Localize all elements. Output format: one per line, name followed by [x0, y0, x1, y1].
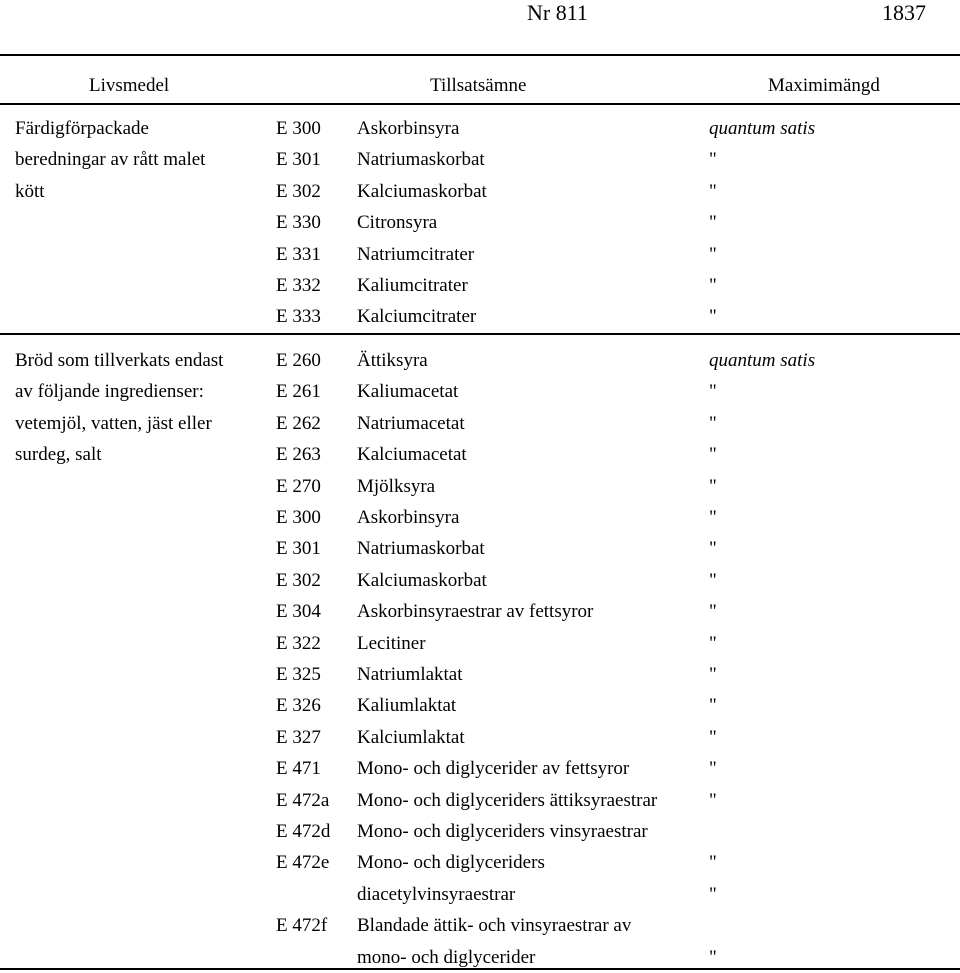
additive-name: diacetylvinsyraestrar: [357, 883, 516, 905]
additive-name: Kalciumaskorbat: [357, 180, 487, 202]
maximum-amount: ": [709, 275, 717, 296]
maximum-amount: ": [709, 538, 717, 560]
maximum-amount: ": [709, 475, 717, 497]
additive-code: E 472e: [276, 852, 330, 874]
additive-code: E 301: [276, 149, 321, 171]
food-description-line: kött: [15, 180, 45, 202]
additive-name: Kalciumlaktat: [357, 726, 465, 748]
maximum-amount: ": [709, 852, 717, 874]
maximum-amount: ": [709, 789, 717, 811]
additive-name: Kalciumacetat: [357, 444, 467, 466]
top-rule: [0, 54, 960, 56]
maximum-amount: quantum satis: [709, 118, 816, 139]
additive-name: Kalciumaskorbat: [357, 569, 487, 591]
additive-code: E 325: [276, 664, 321, 685]
maximum-amount: ": [709, 664, 717, 685]
additive-name: Natriumlaktat: [357, 664, 463, 685]
additive-code: E 261: [276, 381, 321, 403]
maximum-amount: ": [709, 444, 717, 466]
additive-code: E 472f: [276, 915, 328, 937]
maximum-amount: ": [709, 695, 717, 717]
additive-name: Mono- och diglyceriders ättiksyraestrar: [357, 789, 658, 811]
additive-name: Askorbinsyra: [357, 118, 460, 139]
additive-code: E 300: [276, 118, 321, 139]
column-header-additive: Tillsatsämne: [430, 75, 527, 96]
additive-name: Natriumacetat: [357, 412, 465, 434]
additive-code: E 260: [276, 350, 321, 371]
additive-code: E 327: [276, 726, 321, 748]
additive-name: Kalciumcitrater: [357, 306, 477, 328]
maximum-amount: ": [709, 212, 717, 234]
additive-name: Askorbinsyraestrar av fettsyror: [357, 601, 594, 623]
maximum-amount: quantum satis: [709, 350, 816, 371]
additive-code: E 304: [276, 601, 321, 623]
maximum-amount: ": [709, 883, 717, 905]
maximum-amount: ": [709, 946, 717, 968]
additive-code: E 300: [276, 507, 321, 528]
additive-name: Natriumaskorbat: [357, 538, 485, 560]
additive-code: E 332: [276, 275, 321, 296]
additive-code: E 302: [276, 569, 321, 591]
additive-name: Kaliumcitrater: [357, 275, 468, 296]
bottom-rule: [0, 968, 960, 970]
additive-name: Natriumcitrater: [357, 243, 475, 265]
maximum-amount: ": [709, 412, 717, 434]
additive-name: Mono- och diglyceriders vinsyraestrar: [357, 821, 648, 842]
header-rule: [0, 103, 960, 105]
additive-code: E 301: [276, 538, 321, 560]
maximum-amount: ": [709, 243, 717, 265]
additive-code: E 262: [276, 412, 321, 434]
additive-code: E 333: [276, 306, 321, 328]
column-header-max: Maximimängd: [768, 75, 880, 96]
maximum-amount: ": [709, 507, 717, 528]
additive-name: Mono- och diglycerider av fettsyror: [357, 758, 630, 780]
additive-name: Blandade ättik- och vinsyraestrar av: [357, 915, 632, 937]
maximum-amount: ": [709, 601, 717, 623]
additive-code: E 302: [276, 180, 321, 202]
page-number: 1837: [882, 0, 926, 25]
additive-code: E 471: [276, 758, 321, 780]
additive-code: E 270: [276, 475, 321, 497]
food-description-line: av följande ingredienser:: [15, 381, 204, 403]
maximum-amount: ": [709, 569, 717, 591]
additive-code: E 322: [276, 632, 321, 654]
additive-code: E 263: [276, 444, 321, 466]
additive-code: E 472a: [276, 789, 330, 811]
food-description-line: vetemjöl, vatten, jäst eller: [15, 412, 212, 434]
food-description-line: surdeg, salt: [15, 444, 102, 466]
maximum-amount: ": [709, 758, 717, 780]
additive-name: Ättiksyra: [357, 350, 428, 371]
additive-code: E 326: [276, 695, 321, 717]
section-rule: [0, 333, 960, 335]
additive-name: Kaliumacetat: [357, 381, 459, 403]
column-header-food: Livsmedel: [89, 75, 170, 96]
additive-code: E 472d: [276, 821, 331, 842]
additive-name: Natriumaskorbat: [357, 149, 485, 171]
additive-name: Mjölksyra: [357, 475, 436, 497]
additive-code: E 331: [276, 243, 321, 265]
maximum-amount: ": [709, 180, 717, 202]
additive-name: Kaliumlaktat: [357, 695, 457, 717]
maximum-amount: ": [709, 381, 717, 403]
food-description-line: beredningar av rått malet: [15, 149, 206, 171]
additive-name: Askorbinsyra: [357, 507, 460, 528]
additive-name: mono- och diglycerider: [357, 946, 536, 968]
additive-name: Citronsyra: [357, 212, 438, 234]
food-description-line: Färdigförpackade: [15, 118, 149, 139]
additive-name: Mono- och diglyceriders: [357, 852, 545, 874]
additive-code: E 330: [276, 212, 321, 234]
food-description-line: Bröd som tillverkats endast: [15, 350, 224, 371]
maximum-amount: ": [709, 726, 717, 748]
additive-name: Lecitiner: [357, 632, 426, 654]
maximum-amount: ": [709, 306, 717, 328]
maximum-amount: ": [709, 149, 717, 171]
document-number: Nr 811: [527, 0, 588, 25]
maximum-amount: ": [709, 632, 717, 654]
